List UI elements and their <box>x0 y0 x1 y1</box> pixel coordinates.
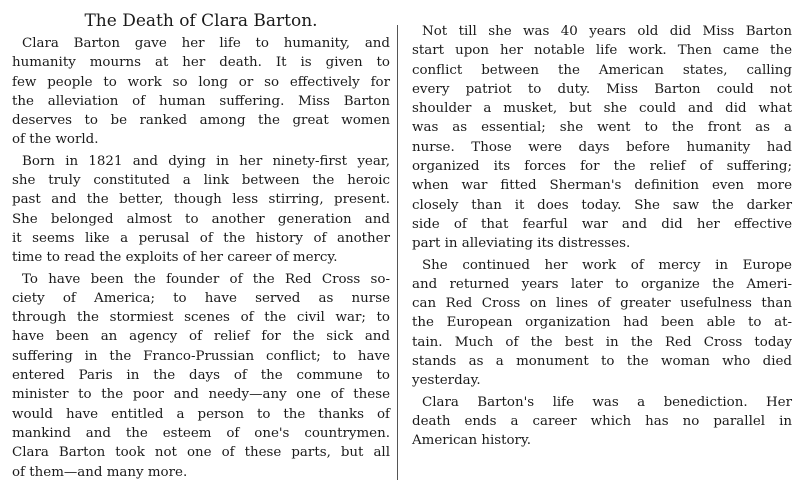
article-title: The Death of Clara Barton. <box>84 11 318 31</box>
column-divider <box>397 25 398 480</box>
text-line: conflict between the American states, calling <box>412 62 792 78</box>
text-line: nurse. Those were days before humanity had <box>412 139 792 155</box>
right-column-body <box>412 22 792 451</box>
text-line: past and the better, though less stirring, present. <box>12 192 390 208</box>
text-line: the alleviation of human suffering. Miss Barton <box>12 93 390 109</box>
paragraph <box>412 393 792 451</box>
text-line: humanity mourns at her death. It is given to <box>12 55 390 71</box>
text-line: deserves to be ranked among the great women <box>12 113 390 129</box>
text-line: closely than it does today. She saw the darker <box>412 197 792 213</box>
text-line: organized its forces for the relief of suffering; <box>412 159 792 175</box>
text-line: ciety of America; to have served as nurse <box>12 290 390 306</box>
text-line: have been an agency of relief for the sick and <box>12 329 390 345</box>
text-line: was as essential; she went to the front as a <box>412 120 792 136</box>
text-line: time to read the exploits of her career of mercy. <box>12 250 338 266</box>
left-column <box>12 0 390 484</box>
text-line: the European organization had been able to at- <box>412 315 792 331</box>
text-line: side of that fearful war and did her effective <box>412 216 792 232</box>
text-line: few people to work so long or so effectively for <box>12 74 390 90</box>
paragraph <box>12 152 390 268</box>
text-line: Clara Barton gave her life to humanity, and <box>22 36 390 51</box>
text-line: of them—and many more. <box>12 464 188 480</box>
text-line: mankind and the esteem of one's countrymen. <box>12 425 390 441</box>
text-line: shoulder a musket, but she could and did what <box>412 101 792 117</box>
text-line: start upon her notable life work. Then came the <box>412 43 792 59</box>
text-line: Clara Barton's life was a benediction. Her <box>422 394 792 410</box>
text-line: She belonged almost to another generation and <box>12 211 390 227</box>
text-line: it seems like a perusal of the history of another <box>12 230 390 246</box>
text-line: entered Paris in the days of the commune to <box>12 368 390 384</box>
text-line: American history. <box>412 433 532 449</box>
text-line: Clara Barton took not one of these parts, but all <box>12 445 390 461</box>
text-line: when war fitted Sherman's definition even more <box>412 178 792 194</box>
text-line: To have been the founder of the Red Cross so- <box>22 271 390 287</box>
text-line: stands as a monument to the woman who died <box>412 354 792 370</box>
text-line: through the stormiest scenes of the civil war; to <box>12 310 390 326</box>
text-line: minister to the poor and needy—any one of these <box>12 387 390 403</box>
text-line: tain. Much of the best in the Red Cross today <box>412 334 792 350</box>
text-line: yesterday. <box>412 373 481 389</box>
text-line: and returned years later to organize the Ameri- <box>412 276 792 292</box>
text-line: can Red Cross on lines of greater usefulness than <box>412 296 792 312</box>
text-line: every patriot to duty. Miss Barton could not <box>412 81 792 97</box>
text-line: part in alleviating its distresses. <box>412 236 631 252</box>
paragraph <box>12 34 390 150</box>
text-line: suffering in the Franco-Prussian conflict; to have <box>12 348 390 364</box>
paragraph <box>12 270 390 482</box>
left-column-body <box>12 34 390 482</box>
text-line: death ends a career which has no parallel in <box>412 413 792 429</box>
text-line: Not till she was 40 years old did Miss Barton <box>422 24 792 39</box>
text-line: would have entitled a person to the thanks of <box>12 406 390 422</box>
text-line: of the world. <box>12 132 99 148</box>
text-line: she truly constituted a link between the heroic <box>12 173 390 189</box>
text-line: She continued her work of mercy in Europe <box>422 257 792 273</box>
paragraph <box>412 22 792 254</box>
text-line: Born in 1821 and dying in her ninety-first year, <box>22 153 390 169</box>
paragraph <box>412 256 792 391</box>
right-column <box>412 22 792 453</box>
